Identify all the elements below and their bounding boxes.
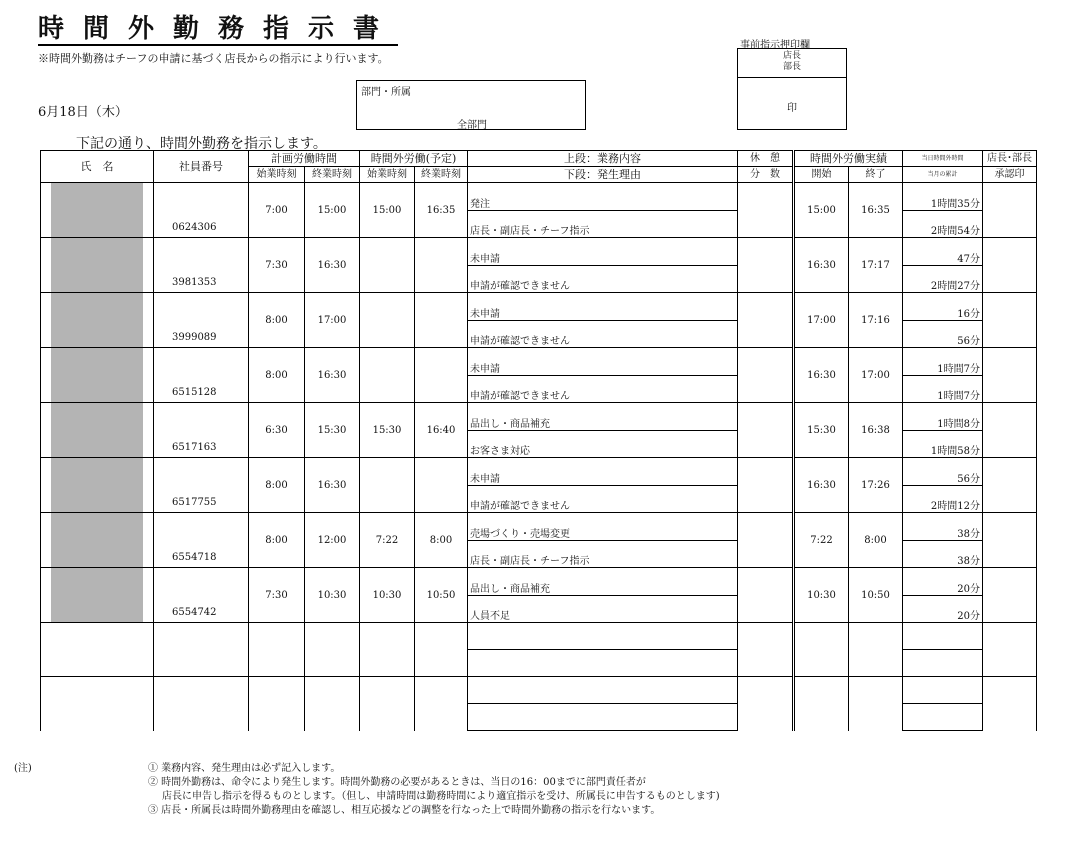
name-cell <box>41 513 154 568</box>
today-ot: 1時間7分 <box>903 348 983 376</box>
ot-start: 10:30 <box>360 568 415 623</box>
plan-end: 15:00 <box>305 183 360 238</box>
ot-end: 10:50 <box>415 568 468 623</box>
approval-cell <box>983 348 1037 403</box>
name-cell <box>41 677 154 731</box>
name-cell <box>41 293 154 348</box>
task: 売場づくり・売場変更 <box>468 513 738 541</box>
break-cell <box>738 293 794 348</box>
task <box>468 677 738 704</box>
col-break-bottom: 分 数 <box>738 167 794 183</box>
redacted-name <box>51 403 143 457</box>
plan-start: 8:00 <box>249 348 305 403</box>
table-row <box>41 238 1037 266</box>
plan-start: 6:30 <box>249 403 305 458</box>
actual-end: 16:38 <box>849 403 903 458</box>
approval-cell <box>983 238 1037 293</box>
name-cell <box>41 183 154 238</box>
plan-start: 7:30 <box>249 238 305 293</box>
task: 品出し・商品補充 <box>468 568 738 596</box>
col-ot-end: 終業時刻 <box>415 167 468 183</box>
col-name: 氏 名 <box>41 151 154 183</box>
reason: 申請が確認できません <box>468 375 738 403</box>
actual-end: 17:17 <box>849 238 903 293</box>
col-today-ot: 当日時間外時間 <box>903 151 983 167</box>
month-total: 2時間27分 <box>903 265 983 293</box>
actual-start <box>794 677 849 731</box>
today-ot <box>903 623 983 650</box>
today-ot: 56分 <box>903 458 983 486</box>
reason <box>468 650 738 677</box>
month-total: 1時間58分 <box>903 430 983 458</box>
approval-cell <box>983 623 1037 677</box>
today-ot: 38分 <box>903 513 983 541</box>
plan-start: 7:30 <box>249 568 305 623</box>
month-total: 2時間54分 <box>903 210 983 238</box>
reason: 店長・副店長・チーフ指示 <box>468 210 738 238</box>
page-title: 時間外勤務指示書 <box>38 14 399 44</box>
plan-end: 15:30 <box>305 403 360 458</box>
table-row <box>41 568 1037 596</box>
today-ot: 16分 <box>903 293 983 321</box>
ot-start <box>360 348 415 403</box>
reason: お客さま対応 <box>468 430 738 458</box>
actual-end: 16:35 <box>849 183 903 238</box>
dept-box <box>356 80 586 130</box>
col-actual: 時間外労働実績 <box>794 151 903 167</box>
ot-start <box>360 623 415 677</box>
today-ot: 20分 <box>903 568 983 596</box>
ot-end <box>415 238 468 293</box>
table-row <box>41 513 1037 541</box>
month-total: 56分 <box>903 320 983 348</box>
approval-cell <box>983 458 1037 513</box>
actual-start: 15:00 <box>794 183 849 238</box>
actual-end: 8:00 <box>849 513 903 568</box>
plan-end: 16:30 <box>305 458 360 513</box>
name-cell <box>41 568 154 623</box>
stamp-role-dept-manager: 部長 <box>782 62 801 72</box>
col-plan: 計画労働時間 <box>249 151 360 167</box>
overtime-table <box>40 150 1037 731</box>
break-cell <box>738 513 794 568</box>
col-desc-bottom: 下段：発生理由 <box>468 167 738 183</box>
emp-no: 6515128 <box>154 348 249 403</box>
redacted-name <box>51 238 143 292</box>
col-desc-top: 上段：業務内容 <box>468 151 738 167</box>
plan-end: 17:00 <box>305 293 360 348</box>
approval-cell <box>983 513 1037 568</box>
redacted-name <box>51 183 143 237</box>
notes-label: (注) <box>14 763 32 774</box>
name-cell <box>41 403 154 458</box>
ot-end: 8:00 <box>415 513 468 568</box>
actual-end <box>849 623 903 677</box>
emp-no: 6554742 <box>154 568 249 623</box>
month-total: 2時間12分 <box>903 485 983 513</box>
redacted-name <box>51 568 143 622</box>
plan-start: 8:00 <box>249 513 305 568</box>
ot-start: 7:22 <box>360 513 415 568</box>
actual-end: 10:50 <box>849 568 903 623</box>
col-ot-plan: 時間外労働(予定) <box>360 151 468 167</box>
task: 発注 <box>468 183 738 211</box>
break-cell <box>738 183 794 238</box>
plan-end: 16:30 <box>305 348 360 403</box>
ot-end <box>415 458 468 513</box>
intro-text: 下記の通り、時間外勤務を指示します。 <box>76 136 327 152</box>
ot-start <box>360 677 415 731</box>
today-ot <box>903 677 983 704</box>
plan-end: 10:30 <box>305 568 360 623</box>
col-plan-end: 終業時刻 <box>305 167 360 183</box>
break-cell <box>738 403 794 458</box>
note-1: ① 業務内容、発生理由は必ず記入します。 <box>148 763 341 774</box>
plan-end <box>305 623 360 677</box>
actual-start <box>794 623 849 677</box>
emp-no: 6517163 <box>154 403 249 458</box>
actual-start: 7:22 <box>794 513 849 568</box>
col-actual-start: 開始 <box>794 167 849 183</box>
today-ot: 1時間35分 <box>903 183 983 211</box>
stamp-title: 事前指示押印欄 <box>740 40 810 51</box>
redacted-name <box>51 513 143 567</box>
reason: 申請が確認できません <box>468 265 738 293</box>
actual-start: 17:00 <box>794 293 849 348</box>
col-break-top: 休 憩 <box>738 151 794 167</box>
table-row <box>41 623 1037 650</box>
actual-start: 16:30 <box>794 458 849 513</box>
col-approval-top: 店長･部長 <box>983 151 1037 167</box>
reason: 申請が確認できません <box>468 320 738 348</box>
stamp-role-store-manager: 店長 <box>782 51 801 61</box>
task: 未申請 <box>468 348 738 376</box>
seal-mark: 印 <box>787 103 797 114</box>
actual-start: 10:30 <box>794 568 849 623</box>
dept-label: 部門・所属 <box>361 87 411 98</box>
date: 6月18日（木） <box>38 105 128 120</box>
plan-start: 8:00 <box>249 293 305 348</box>
col-approval-bottom: 承認印 <box>983 167 1037 183</box>
task: 未申請 <box>468 238 738 266</box>
reason <box>468 704 738 731</box>
redacted-name <box>51 458 143 512</box>
break-cell <box>738 348 794 403</box>
plan-end <box>305 677 360 731</box>
task: 品出し・商品補充 <box>468 403 738 431</box>
dept-value: 全部門 <box>457 120 487 131</box>
ot-start <box>360 238 415 293</box>
table-row <box>41 293 1037 321</box>
month-total: 38分 <box>903 540 983 568</box>
emp-no: 6554718 <box>154 513 249 568</box>
actual-start: 15:30 <box>794 403 849 458</box>
actual-start: 16:30 <box>794 238 849 293</box>
reason: 申請が確認できません <box>468 485 738 513</box>
col-plan-start: 始業時刻 <box>249 167 305 183</box>
plan-end: 12:00 <box>305 513 360 568</box>
plan-start <box>249 677 305 731</box>
ot-end <box>415 677 468 731</box>
approval-cell <box>983 677 1037 731</box>
month-total <box>903 650 983 677</box>
approval-cell <box>983 183 1037 238</box>
ot-start <box>360 458 415 513</box>
approval-cell <box>983 568 1037 623</box>
col-ot-start: 始業時刻 <box>360 167 415 183</box>
actual-end <box>849 677 903 731</box>
col-emp-no: 社員番号 <box>154 151 249 183</box>
note-2b: 店長に申告し指示を得るものとします。（但し、申請時間は勤務時間により適宜指示を受け、所属長に申告するものとします) <box>162 791 720 802</box>
emp-no: 3999089 <box>154 293 249 348</box>
month-total: 20分 <box>903 595 983 623</box>
month-total: 1時間7分 <box>903 375 983 403</box>
subtitle: ※時間外勤務はチーフの申請に基づく店長からの指示により行います。 <box>38 52 389 65</box>
break-cell <box>738 677 794 731</box>
break-cell <box>738 238 794 293</box>
task: 未申請 <box>468 458 738 486</box>
name-cell <box>41 623 154 677</box>
plan-start <box>249 623 305 677</box>
actual-end: 17:00 <box>849 348 903 403</box>
plan-start: 7:00 <box>249 183 305 238</box>
actual-end: 17:26 <box>849 458 903 513</box>
stamp-box <box>737 48 847 130</box>
approval-cell <box>983 403 1037 458</box>
name-cell <box>41 348 154 403</box>
col-month-total: 当月の累計 <box>903 167 983 183</box>
table-row <box>41 403 1037 431</box>
table-row <box>41 677 1037 704</box>
break-cell <box>738 623 794 677</box>
ot-start: 15:30 <box>360 403 415 458</box>
name-cell <box>41 238 154 293</box>
break-cell <box>738 568 794 623</box>
emp-no <box>154 623 249 677</box>
notes <box>14 762 720 816</box>
redacted-name <box>51 348 143 402</box>
table-row <box>41 458 1037 486</box>
note-2: ② 時間外勤務は、命令により発生します。時間外勤務の必要があるときは、当日の16：00までに部門責任者が <box>148 777 646 788</box>
today-ot: 1時間8分 <box>903 403 983 431</box>
month-total <box>903 704 983 731</box>
task: 未申請 <box>468 293 738 321</box>
emp-no: 3981353 <box>154 238 249 293</box>
ot-end: 16:35 <box>415 183 468 238</box>
note-3: ③ 店長・所属長は時間外勤務理由を確認し、相互応援などの調整を行なった上で時間外勤務の指示を行ないます。 <box>148 805 661 816</box>
plan-end: 16:30 <box>305 238 360 293</box>
redacted-name <box>51 293 143 347</box>
table-row <box>41 348 1037 376</box>
table-row <box>41 183 1037 211</box>
approval-cell <box>983 293 1037 348</box>
name-cell <box>41 458 154 513</box>
emp-no <box>154 677 249 731</box>
col-actual-end: 終了 <box>849 167 903 183</box>
actual-end: 17:16 <box>849 293 903 348</box>
actual-start: 16:30 <box>794 348 849 403</box>
break-cell <box>738 458 794 513</box>
ot-end: 16:40 <box>415 403 468 458</box>
emp-no: 0624306 <box>154 183 249 238</box>
ot-end <box>415 293 468 348</box>
ot-start <box>360 293 415 348</box>
task <box>468 623 738 650</box>
ot-end <box>415 348 468 403</box>
emp-no: 6517755 <box>154 458 249 513</box>
ot-start: 15:00 <box>360 183 415 238</box>
reason: 人員不足 <box>468 595 738 623</box>
today-ot: 47分 <box>903 238 983 266</box>
plan-start: 8:00 <box>249 458 305 513</box>
reason: 店長・副店長・チーフ指示 <box>468 540 738 568</box>
ot-end <box>415 623 468 677</box>
